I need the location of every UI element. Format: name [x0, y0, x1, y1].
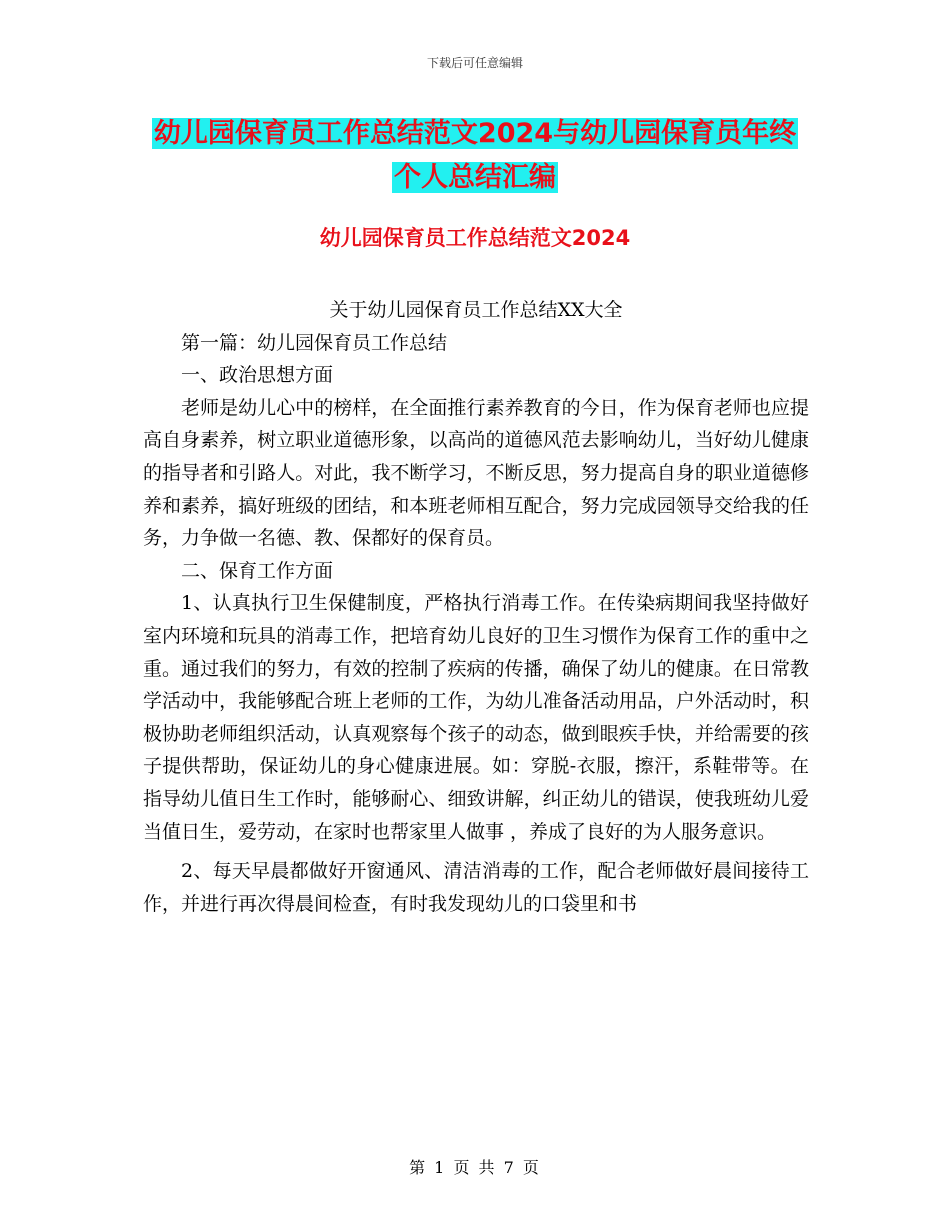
section-heading-politics: 一、政治思想方面	[181, 364, 334, 387]
section-title: 幼儿园保育员工作总结范文2024	[319, 226, 631, 250]
page-number: 第 1 页 共 7 页	[409, 1158, 541, 1177]
body-paragraph: 2、每天早晨都做好开窗通风、清洁消毒的工作，配合老师做好晨间接待工作，并进行再次得晨间检查，有时我发现幼儿的口袋里和书	[143, 860, 809, 915]
article-heading: 关于幼儿园保育员工作总结XX大全	[329, 299, 623, 321]
document-title-line-2: 个人总结汇编	[394, 162, 556, 193]
chapter-heading: 第一篇：幼儿园保育员工作总结	[181, 331, 448, 354]
section-heading-care-work: 二、保育工作方面	[181, 559, 334, 582]
body-paragraph: 老师是幼儿心中的榜样，在全面推行素养教育的今日，作为保育老师也应提高自身素养，树立职业道德形象，以高尚的道德风范去影响幼儿，当好幼儿健康的指导者和引路人。对此，我不断学习，不断反思，努力提高自身的职业道德修养和素养，搞好班级的团结，和本班老师相互配合，努力完成园领导交给我的任务，力争做一名德、教、保都好的保育员。	[143, 396, 809, 550]
document-title	[145, 112, 805, 200]
document-body	[143, 294, 809, 920]
document-title-line-1: 幼儿园保育员工作总结范文2024与幼儿园保育员年终	[153, 118, 797, 149]
header-note: 下载后可任意编辑	[426, 56, 523, 70]
body-paragraph: 1、认真执行卫生保健制度，严格执行消毒工作。在传染病期间我坚持做好室内环境和玩具的消毒工作，把培育幼儿良好的卫生习惯作为保育工作的重中之重。通过我们的努力，有效的控制了疾病的传播，确保了幼儿的健康。在日常教学活动中，我能够配合班上老师的工作，为幼儿准备活动用品，户外活动时，积极协助老师组织活动，认真观察每个孩子的动态，做到眼疾手快，并给需要的孩子提供帮助，保证幼儿的身心健康进展。如：穿脱-衣服，擦汗，系鞋带等。在指导幼儿值日生工作时，能够耐心、细致讲解，纠正幼儿的错误，使我班幼儿爱当值日生，爱劳动，在家时也帮家里人做事 ，养成了良好的为人服务意识。	[143, 592, 809, 843]
